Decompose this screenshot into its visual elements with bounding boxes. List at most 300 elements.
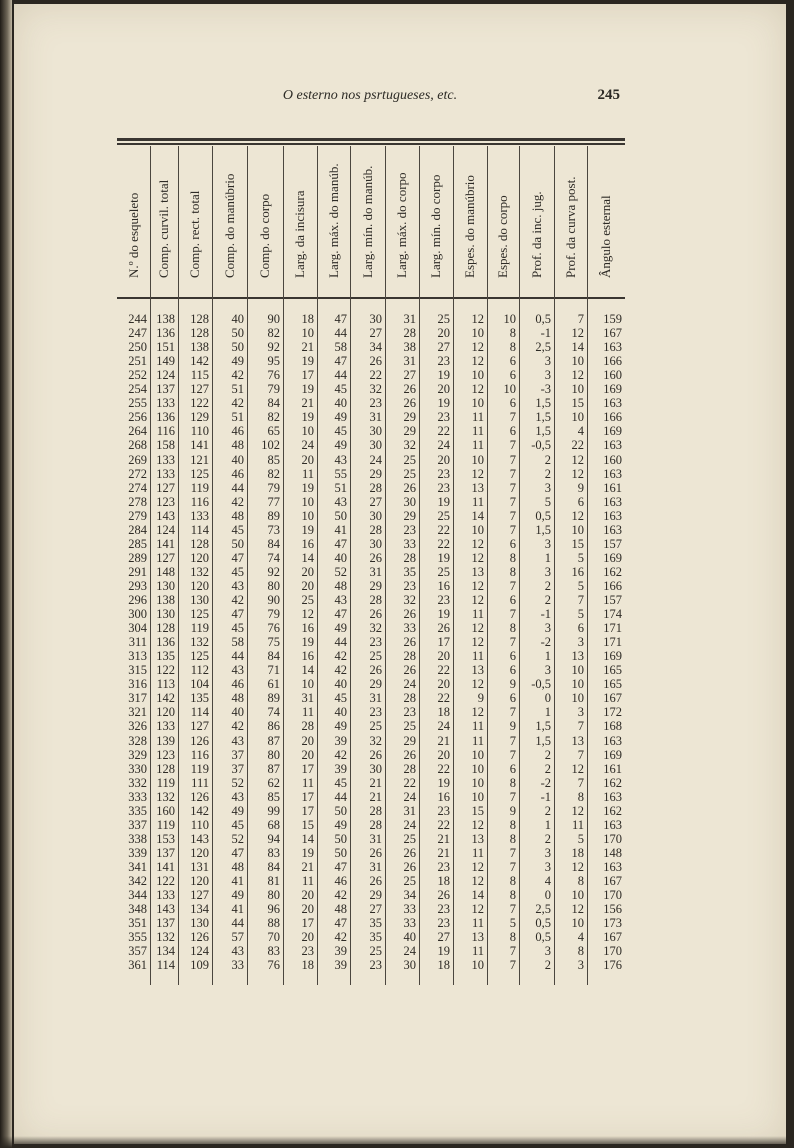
column-header-label: N.º do esqueleto	[125, 192, 141, 278]
table-cell: 7	[509, 452, 516, 467]
table-cell: 269	[128, 452, 147, 467]
table-cell: 76	[267, 621, 280, 636]
table-cell: 87	[267, 733, 280, 748]
table-cell: 42	[334, 888, 347, 903]
table-cell: 12	[471, 902, 484, 917]
table-cell: 7	[509, 466, 516, 481]
table-cell: 333	[128, 789, 147, 804]
table-cell: 11	[471, 424, 484, 439]
table-cell: 1	[544, 705, 551, 720]
table-cell: 2	[544, 466, 551, 481]
table-cell: 28	[403, 761, 416, 776]
table-cell: 166	[603, 410, 622, 425]
table-row	[117, 958, 625, 972]
column-header-label: Comp. rect. total	[187, 190, 202, 278]
table-row	[117, 635, 625, 649]
table-cell: 11	[471, 845, 484, 860]
table-cell: 41	[334, 522, 347, 537]
table-cell: 16	[301, 536, 314, 551]
table-cell: 50	[231, 326, 244, 341]
table-cell: 1,5	[535, 719, 551, 734]
table-cell: 47	[334, 916, 347, 931]
table-cell: 16	[301, 649, 314, 664]
table-cell: 40	[334, 550, 347, 565]
table-cell: 168	[603, 719, 622, 734]
table-cell: 16	[437, 789, 450, 804]
table-cell: 167	[603, 874, 622, 888]
page-number: 245	[597, 87, 620, 103]
table-cell: 28	[369, 593, 382, 607]
measurement-table	[117, 138, 625, 985]
table-cell: 18	[301, 312, 314, 326]
table-cell: 18	[437, 874, 450, 888]
table-cell: 4	[577, 930, 584, 945]
table-cell: 35	[403, 564, 416, 579]
table-cell: 14	[301, 663, 314, 678]
table-cell: 14	[471, 888, 484, 903]
table-cell: 12	[471, 550, 484, 565]
table-cell: 130	[156, 578, 175, 593]
table-cell: 45	[231, 817, 244, 832]
table-cell: 11	[471, 438, 484, 453]
table-cell: 22	[571, 438, 584, 453]
table-cell: 43	[334, 593, 347, 607]
running-title: O esterno nos psrtugueses, etc.	[282, 88, 458, 103]
table-cell: 8	[509, 621, 516, 636]
table-cell: 132	[190, 635, 209, 650]
table-cell: 39	[334, 733, 347, 748]
table-cell: 8	[509, 326, 516, 341]
table-cell: 115	[190, 368, 209, 383]
column-header-label: Ângulo esternal	[598, 195, 613, 278]
table-cell: -3	[540, 382, 551, 397]
table-cell: 21	[369, 775, 382, 790]
table-cell: 174	[603, 607, 622, 622]
table-row	[117, 382, 625, 396]
table-cell: 29	[369, 888, 382, 903]
table-cell: 122	[156, 874, 175, 888]
table-cell: 18	[437, 958, 450, 973]
table-cell: 31	[369, 564, 382, 579]
table-cell: 10	[471, 396, 484, 411]
table-cell: 15	[301, 817, 314, 832]
table-cell: 12	[471, 340, 484, 355]
table-cell: 6	[509, 368, 516, 383]
column-header-label: Espes. do corpo	[495, 195, 510, 278]
table-cell: 14	[571, 340, 584, 355]
table-cell: 284	[128, 522, 147, 537]
table-cell: 19	[437, 944, 450, 959]
table-cell: 8	[577, 944, 584, 959]
table-cell: 124	[190, 944, 209, 959]
table-cell: 45	[334, 382, 347, 397]
table-cell: 355	[128, 930, 147, 945]
table-cell: 109	[190, 958, 209, 973]
table-cell: 18	[301, 958, 314, 973]
table-cell: 92	[267, 564, 280, 579]
table-cell: 26	[403, 396, 416, 411]
table-cell: -1	[540, 607, 551, 622]
table-cell: 3	[544, 564, 551, 579]
table-cell: 10	[301, 508, 314, 523]
table-cell: 133	[156, 466, 175, 481]
table-cell: 23	[437, 466, 450, 481]
table-cell: 25	[403, 719, 416, 734]
table-cell: 52	[231, 775, 244, 790]
table-cell: 1	[544, 649, 551, 664]
table-cell: 28	[403, 691, 416, 706]
table-cell: 10	[471, 368, 484, 383]
table-cell: 126	[190, 733, 209, 748]
table-cell: 112	[190, 663, 209, 678]
table-cell: 12	[571, 466, 584, 481]
table-cell: 26	[369, 607, 382, 622]
table-cell: 40	[403, 930, 416, 945]
table-cell: 80	[267, 578, 280, 593]
table-cell: 22	[437, 663, 450, 678]
table-cell: 71	[267, 663, 280, 678]
table-cell: 83	[267, 845, 280, 860]
table-cell: 9	[509, 719, 516, 734]
table-row	[117, 762, 625, 776]
table-cell: 5	[577, 831, 584, 846]
table-cell: 124	[156, 522, 175, 537]
table-cell: 81	[267, 874, 280, 888]
table-cell: 20	[437, 649, 450, 664]
table-cell: 79	[267, 607, 280, 622]
table-cell: 10	[471, 761, 484, 776]
table-cell: 46	[231, 466, 244, 481]
table-cell: 68	[267, 817, 280, 832]
table-cell: 130	[190, 593, 209, 607]
table-cell: 43	[231, 733, 244, 748]
table-cell: 26	[369, 845, 382, 860]
table-cell: 121	[190, 452, 209, 467]
table-cell: 42	[334, 747, 347, 762]
table-row	[117, 677, 625, 691]
table-cell: 83	[267, 944, 280, 959]
table-cell: 12	[571, 859, 584, 874]
table-cell: 138	[156, 593, 175, 607]
table-cell: 19	[301, 635, 314, 650]
table-cell: 50	[231, 536, 244, 551]
table-cell: 114	[190, 705, 209, 720]
table-cell: 45	[231, 522, 244, 537]
table-row	[117, 804, 625, 818]
table-cell: 20	[437, 452, 450, 467]
table-cell: 49	[334, 817, 347, 832]
table-cell: 113	[156, 677, 175, 692]
table-cell: 126	[190, 930, 209, 945]
table-cell: 41	[231, 902, 244, 917]
table-cell: 19	[437, 775, 450, 790]
table-cell: 102	[261, 438, 280, 453]
table-cell: 94	[267, 831, 280, 846]
table-cell: 12	[571, 761, 584, 776]
table-cell: 8	[509, 817, 516, 832]
table-cell: 127	[190, 719, 209, 734]
table-cell: 160	[156, 803, 175, 818]
table-cell: 79	[267, 480, 280, 495]
column-header-label: Larg. da incisura	[292, 190, 307, 278]
table-cell: 77	[267, 494, 280, 509]
table-cell: 24	[301, 438, 314, 453]
table-cell: 46	[231, 677, 244, 692]
table-cell: 170	[603, 831, 622, 846]
table-cell: 70	[267, 930, 280, 945]
table-cell: 7	[509, 410, 516, 425]
table-cell: 12	[471, 466, 484, 481]
table-cell: 30	[369, 536, 382, 551]
table-cell: 17	[301, 803, 314, 818]
table-cell: 127	[156, 480, 175, 495]
table-cell: 138	[190, 340, 209, 355]
column-header	[247, 148, 283, 294]
table-cell: 30	[403, 958, 416, 973]
table-cell: 85	[267, 789, 280, 804]
table-cell: 116	[190, 747, 209, 762]
table-row	[117, 509, 625, 523]
table-cell: 49	[231, 888, 244, 903]
table-cell: 12	[571, 368, 584, 383]
table-cell: 45	[334, 424, 347, 439]
table-cell: 38	[403, 340, 416, 355]
table-cell: 10	[471, 522, 484, 537]
table-cell: 43	[231, 789, 244, 804]
table-cell: 41	[231, 874, 244, 888]
table-cell: 40	[334, 705, 347, 720]
table-row	[117, 354, 625, 368]
table-cell: 289	[128, 550, 147, 565]
table-cell: 61	[267, 677, 280, 692]
column-header	[419, 148, 453, 294]
table-cell: 30	[369, 438, 382, 453]
table-cell: 8	[577, 874, 584, 888]
table-cell: 114	[156, 958, 175, 973]
table-cell: 47	[231, 607, 244, 622]
table-cell: 31	[403, 312, 416, 326]
table-cell: 37	[231, 747, 244, 762]
table-cell: 27	[369, 326, 382, 341]
page-bottom-shadow	[0, 1136, 794, 1148]
table-cell: 19	[437, 396, 450, 411]
table-cell: 52	[231, 831, 244, 846]
table-cell: 21	[437, 733, 450, 748]
table-cell: 23	[403, 522, 416, 537]
table-cell: 300	[128, 607, 147, 622]
table-cell: 33	[403, 621, 416, 636]
table-cell: 23	[369, 958, 382, 973]
table-cell: 29	[369, 578, 382, 593]
table-cell: 14	[301, 831, 314, 846]
table-cell: 311	[128, 635, 147, 650]
table-cell: 25	[437, 508, 450, 523]
table-cell: 8	[509, 564, 516, 579]
table-row	[117, 481, 625, 495]
table-cell: 129	[190, 410, 209, 425]
table-cell: 148	[603, 845, 622, 860]
table-cell: 272	[128, 466, 147, 481]
table-cell: 48	[334, 902, 347, 917]
table-cell: 326	[128, 719, 147, 734]
table-cell: 40	[231, 312, 244, 326]
table-cell: 1,5	[535, 522, 551, 537]
table-cell: 47	[231, 845, 244, 860]
table-cell: 167	[603, 691, 622, 706]
table-cell: 42	[231, 368, 244, 383]
table-cell: 89	[267, 508, 280, 523]
table-cell: 43	[334, 452, 347, 467]
table-cell: 170	[603, 888, 622, 903]
table-cell: 12	[471, 874, 484, 888]
table-cell: 133	[156, 396, 175, 411]
table-row	[117, 551, 625, 565]
table-cell: 357	[128, 944, 147, 959]
table-cell: 5	[577, 578, 584, 593]
table-cell: 25	[369, 719, 382, 734]
table-cell: 44	[334, 368, 347, 383]
table-cell: 12	[471, 677, 484, 692]
table-cell: 167	[603, 930, 622, 945]
table-cell: 12	[471, 635, 484, 650]
table-cell: 173	[603, 916, 622, 931]
table-cell: 65	[267, 424, 280, 439]
table-row	[117, 888, 625, 902]
table-cell: 0,5	[535, 312, 551, 326]
table-cell: 26	[369, 663, 382, 678]
table-cell: 128	[190, 536, 209, 551]
column-header	[178, 148, 212, 294]
table-cell: 166	[603, 354, 622, 369]
table-cell: 341	[128, 859, 147, 874]
table-cell: 50	[231, 340, 244, 355]
table-cell: 13	[571, 733, 584, 748]
table-cell: 32	[369, 733, 382, 748]
table-cell: 12	[471, 312, 484, 326]
table-cell: 32	[369, 621, 382, 636]
table-cell: -1	[540, 326, 551, 341]
table-cell: 26	[403, 480, 416, 495]
table-cell: 135	[156, 649, 175, 664]
table-cell: 120	[156, 705, 175, 720]
table-cell: 4	[544, 874, 551, 888]
table-cell: 125	[190, 466, 209, 481]
column-header-label: Espes. do manúbrio	[462, 175, 477, 278]
table-cell: 0	[544, 691, 551, 706]
column-header-label: Comp. do manúbrio	[221, 173, 237, 278]
table-cell: 2	[544, 958, 551, 973]
table-cell: 43	[231, 663, 244, 678]
table-cell: 2	[544, 452, 551, 467]
table-cell: 25	[403, 874, 416, 888]
table-cell: 12	[471, 593, 484, 607]
table-cell: 20	[301, 747, 314, 762]
table-cell: 28	[369, 480, 382, 495]
table-cell: 30	[369, 424, 382, 439]
table-cell: 119	[156, 817, 175, 832]
table-cell: 30	[369, 312, 382, 326]
table-cell: 7	[509, 522, 516, 537]
table-cell: 3	[544, 536, 551, 551]
table-cell: 12	[471, 382, 484, 397]
table-cell: 329	[128, 747, 147, 762]
table-cell: 17	[301, 789, 314, 804]
column-header	[385, 148, 419, 294]
table-cell: 296	[128, 593, 147, 607]
table-cell: 7	[509, 845, 516, 860]
column-header	[283, 148, 317, 294]
table-cell: 28	[369, 817, 382, 832]
table-cell: 32	[403, 593, 416, 607]
table-cell: 169	[603, 550, 622, 565]
table-cell: 22	[403, 775, 416, 790]
table-cell: 134	[156, 944, 175, 959]
table-cell: 254	[128, 382, 147, 397]
table-cell: 0,5	[535, 508, 551, 523]
table-row	[117, 663, 625, 677]
table-cell: 34	[403, 888, 416, 903]
table-cell: 42	[231, 719, 244, 734]
table-cell: 27	[369, 902, 382, 917]
table-cell: 44	[231, 480, 244, 495]
table-cell: 7	[509, 747, 516, 762]
table-cell: 157	[603, 593, 622, 607]
column-header	[554, 148, 587, 294]
table-cell: 21	[301, 340, 314, 355]
table-cell: 153	[156, 831, 175, 846]
table-row	[117, 734, 625, 748]
table-cell: 15	[471, 803, 484, 818]
table-row	[117, 691, 625, 705]
table-cell: 19	[301, 522, 314, 537]
table-cell: 20	[301, 888, 314, 903]
table-cell: 25	[437, 312, 450, 326]
table-cell: 24	[403, 817, 416, 832]
table-cell: 120	[190, 550, 209, 565]
table-cell: 165	[603, 677, 622, 692]
column-header	[587, 148, 625, 294]
table-row	[117, 523, 625, 537]
table-cell: 29	[403, 733, 416, 748]
table-cell: 19	[437, 368, 450, 383]
table-cell: 45	[231, 564, 244, 579]
table-cell: 7	[509, 944, 516, 959]
table-cell: 35	[369, 930, 382, 945]
table-cell: 2,5	[535, 340, 551, 355]
table-cell: 335	[128, 803, 147, 818]
table-cell: 48	[231, 859, 244, 874]
table-cell: 22	[437, 691, 450, 706]
table-cell: 26	[369, 874, 382, 888]
table-cell: 24	[437, 438, 450, 453]
table-cell: 6	[509, 593, 516, 607]
table-cell: 2	[544, 593, 551, 607]
table-cell: 10	[571, 916, 584, 931]
table-cell: 8	[509, 831, 516, 846]
table-cell: 133	[156, 719, 175, 734]
table-cell: 22	[437, 522, 450, 537]
table-row	[117, 312, 625, 326]
table-cell: 159	[603, 312, 622, 326]
table-cell: 171	[603, 621, 622, 636]
table-cell: 76	[267, 368, 280, 383]
table-cell: 28	[403, 326, 416, 341]
table-cell: 2	[544, 761, 551, 776]
table-cell: 120	[190, 845, 209, 860]
table-cell: 89	[267, 691, 280, 706]
column-header	[150, 148, 178, 294]
table-cell: 30	[369, 508, 382, 523]
